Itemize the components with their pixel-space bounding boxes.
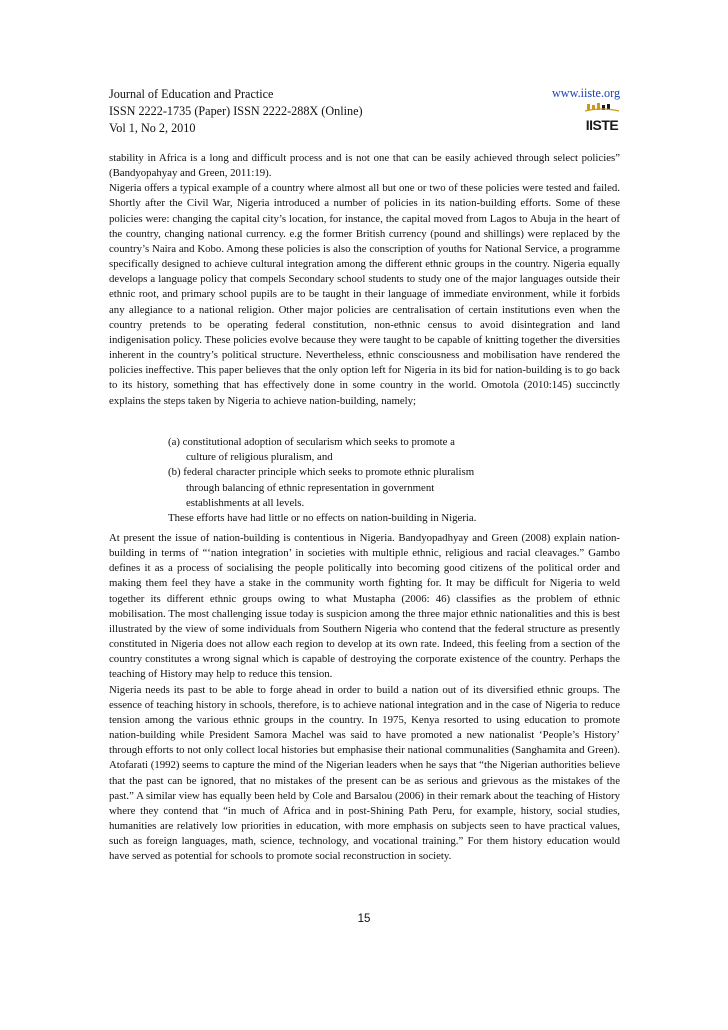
paragraph: stability in Africa is a long and difficult process and is not one that can be easily achieved through select policies” (Bandyopahyay and Green, 2011:19). (109, 152, 620, 180)
paragraph: Nigeria offers a typical example of a country where almost all but one or two of these policies were tested and failed. Shortly after the Civil War, Nigeria introduced a number of policies in its nation-building efforts. Some of these policies were: changing the capital city’s location, for instance, the capital moved from Lagos to Abuja in the heart of the country, changing national currency. e.g the former British currency (pound and shillings) were replaced by the country’s Naira and Kobo. Among these policies is also the conscription of youths for National Service, a programme specifically designed to achieve cultural integration among the different ethnic groups in the country. Nigeria equally develops a language policy that compels Secondary school students to study one of the major languages outside their ethnic root, and primary school pupils are to be taught in their language of immediate environment, while it forbids any allegiance to a national religion. Other major policies are centralisation of certain institutions even when the country pretends to be operating federal constitution, non-ethnic census to avoid disintegration and land indigenisation policy. These policies evolve because they were taught to be capable of knitting together the diversities inherent in the country’s political structure. Nevertheless, ethnic consciousness and mobilisation have rendered the policies ineffective. This paper believes that the only option left for Nigeria in its bid for nation-building is to go back to its history, something that has effectively done in some country in the world. Omotola (2010:145) succinctly explains the steps taken by Nigeria to achieve nation-building, namely; (109, 182, 620, 407)
list-item-a-continued: culture of religious pluralism, and (186, 451, 333, 464)
iiste-logo (583, 103, 621, 133)
issn-line: ISSN 2222-1735 (Paper) ISSN 2222-288X (Online) (109, 104, 363, 118)
body-text-bottom (109, 531, 620, 864)
policy-list (168, 435, 588, 526)
list-item-a: (a) constitutional adoption of secularism which seeks to promote a (168, 436, 455, 448)
list-item-b-continued: establishments at all levels. (186, 496, 305, 509)
logo-mark-icon (585, 103, 619, 111)
volume-line: Vol 1, No 2, 2010 (109, 121, 196, 135)
paragraph: Nigeria needs its past to be able to forge ahead in order to build a nation out of its diversified ethnic groups. The essence of teaching history in schools, therefore, is to achieve national integration and in the case of Nigeria to reduce tension among the various ethnic groups in the country. In 1975, Kenya resorted to using education to promote nation-building while President Samora Machel was said to have promoted a new nationalist ‘People’s History’ through efforts to not only collect local histories but emphasise their national communalities (Sanghamita and Green). Atofarati (1992) seems to capture the mind of the Nigerian leaders when he says that “the Nigerian authorities believe that the past can be ignored, that no mistakes of the present can be as serious and grievous as the mistakes of the past.” A similar view has equally been held by Cole and Barsalou (2006) in their remark about the teaching of History where they contend that “in much of Africa and in post-Shining Path Peru, for example, history, social studies, humanities are relatively low priorities in education, with more emphasis on subjects seen to have practical values, such as foreign languages, math, science, technology, and vocational training.” For them history education would have served as potential for schools to promote social reconstruction in society. (109, 683, 620, 863)
body-text-top (109, 151, 620, 409)
list-item-b: (b) federal character principle which seeks to promote ethnic pluralism (168, 466, 475, 479)
journal-website-link[interactable]: www.iiste.org (552, 86, 621, 100)
list-item-b-continued: through balancing of ethnic representation in government (186, 481, 435, 494)
logo-text: IISTE (585, 117, 619, 133)
journal-title: Journal of Education and Practice (109, 87, 274, 101)
page-number: 15 (357, 913, 371, 925)
list-conclusion: These efforts have had little or no effects on nation-building in Nigeria. (168, 512, 477, 525)
paragraph: At present the issue of nation-building is contentious in Nigeria. Bandyopadhyay and Green (2008) explain nation-building in terms of “‘nation integration’ in societies with multiple ethnic, religious and racial cleavages.” Gambo defines it as a process of socialising the people politically into becoming good citizens of the political order and making them feel they have a stake in the community worth fighting for. It may be difficult for Nigeria to weld together its different ethnic groups owing to what Mustapha (2006: 46) classifies as the problem of ethnic mobilisation. The most challenging issue today is suspicion among the three major ethnic nationalities and this is best illustrated by the view of some individuals from Southern Nigeria who contend that the federal structure as presently constituted in Nigeria does not allow each region to develop at its own rate. Indeed, this feeling from a section of the country constitutes a wrong signal which is capable of destroying the corporate existence of the country. Perhaps the teaching of History may help to reduce this tension. (109, 532, 620, 681)
